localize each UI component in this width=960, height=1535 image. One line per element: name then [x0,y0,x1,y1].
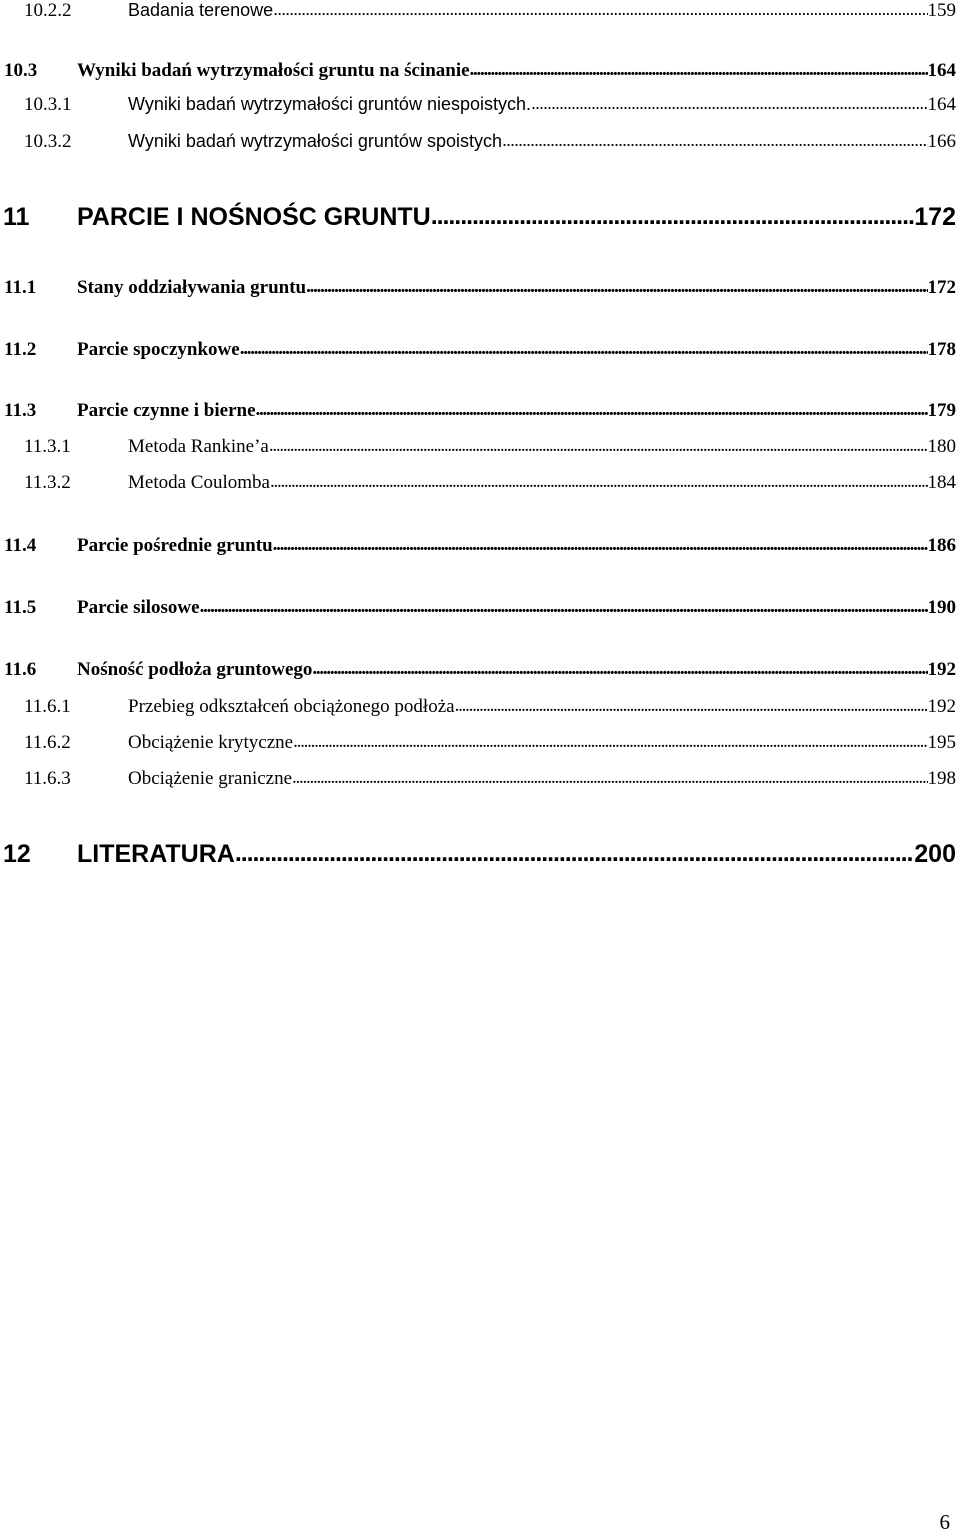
toc-dot-leader [531,93,928,114]
toc-entry-number: 11.2 [0,339,77,361]
toc-entry-title: Obciążenie krytyczne [128,732,293,754]
toc-entry-title: Parcie czynne i bierne [77,400,256,422]
toc-dot-leader [200,596,928,618]
toc-dot-leader [240,338,928,360]
toc-entry-11-6[interactable] [0,659,960,681]
toc-entry-number: 11.3.2 [0,472,128,494]
toc-entry-title: Obciążenie graniczne [128,768,292,790]
toc-entry-10-3-1[interactable] [0,94,960,116]
toc-entry-page: 172 [914,203,960,232]
toc-entry-title: Parcie pośrednie gruntu [77,535,273,557]
toc-entry-page: 190 [928,597,960,619]
page-number: 6 [940,1510,951,1535]
toc-dot-leader [273,534,928,556]
toc-dot-leader [293,731,927,753]
toc-entry-page: 166 [928,131,960,153]
toc-entry-11-3-2[interactable] [0,472,960,494]
toc-entry-11-1[interactable] [0,277,960,299]
toc-dot-leader [470,59,928,81]
toc-entry-page: 184 [928,472,960,494]
toc-entry-number: 11.3.1 [0,436,128,458]
toc-entry-11-5[interactable] [0,597,960,619]
toc-entry-page: 180 [928,436,960,458]
toc-dot-leader [273,0,927,20]
toc-entry-page: 179 [928,400,960,422]
toc-entry-page: 164 [928,94,960,116]
toc-dot-leader [235,839,914,868]
toc-dot-leader [256,399,928,421]
toc-entry-title: Wyniki badań wytrzymałości gruntów niespoistych. [128,94,531,115]
toc-entry-number: 10.3.2 [0,131,128,153]
toc-dot-leader [306,276,927,298]
toc-entry-page: 200 [914,840,960,869]
toc-entry-title: PARCIE I NOŚNOŚC GRUNTU [77,203,431,232]
toc-entry-number: 11.3 [0,400,77,422]
toc-entry-title: Wyniki badań wytrzymałości gruntu na ścinanie [77,60,470,82]
toc-entry-title: Stany oddziaływania gruntu [77,277,306,299]
toc-entry-title: Przebieg odkształceń obciążonego podłoża [128,696,455,718]
toc-entry-title: Wyniki badań wytrzymałości gruntów spoistych [128,131,502,152]
toc-entry-title: Metoda Rankine’a [128,436,269,458]
toc-entry-12[interactable] [0,840,960,869]
toc-entry-page: 186 [928,535,960,557]
toc-entry-page: 178 [928,339,960,361]
toc-entry-number: 11.6.3 [0,768,128,790]
toc-entry-page: 192 [928,659,960,681]
toc-entry-number: 10.3.1 [0,94,128,116]
toc-entry-number: 10.2.2 [0,0,128,22]
toc-entry-title: Metoda Coulomba [128,472,270,494]
toc-entry-number: 11.4 [0,535,77,557]
toc-entry-title: LITERATURA [77,840,235,869]
toc-dot-leader [269,435,928,457]
toc-dot-leader [502,130,928,151]
toc-dot-leader [312,658,927,680]
toc-entry-number: 11.6.1 [0,696,128,718]
toc-entry-11-4[interactable] [0,535,960,557]
toc-entry-page: 164 [928,60,960,82]
toc-entry-title: Nośność podłoża gruntowego [77,659,312,681]
toc-entry-11-6-1[interactable] [0,696,960,718]
toc-entry-11-6-3[interactable] [0,768,960,790]
toc-entry-11[interactable] [0,203,960,232]
toc-entry-11-3-1[interactable] [0,436,960,458]
toc-entry-10-2-2[interactable] [0,0,960,22]
toc-entry-page: 192 [928,696,960,718]
toc-entry-11-6-2[interactable] [0,732,960,754]
toc-entry-10-3[interactable] [0,60,960,82]
toc-entry-page: 159 [928,0,960,22]
toc-entry-11-2[interactable] [0,339,960,361]
toc-dot-leader [292,767,927,789]
toc-entry-page: 172 [928,277,960,299]
toc-dot-leader [431,202,915,231]
toc-dot-leader [455,695,928,717]
toc-dot-leader [270,471,928,493]
toc-entry-10-3-2[interactable] [0,131,960,153]
toc-entry-title: Parcie silosowe [77,597,200,619]
toc-entry-11-3[interactable] [0,400,960,422]
toc-entry-number: 11.6 [0,659,77,681]
toc-entry-number: 11 [0,203,77,232]
toc-entry-number: 11.5 [0,597,77,619]
toc-entry-number: 11.6.2 [0,732,128,754]
toc-entry-title: Parcie spoczynkowe [77,339,240,361]
toc-entry-page: 195 [928,732,960,754]
toc-entry-page: 198 [928,768,960,790]
toc-entry-title: Badania terenowe [128,0,273,21]
toc-entry-number: 11.1 [0,277,77,299]
toc-entry-number: 10.3 [0,60,77,82]
toc-entry-number: 12 [0,840,77,869]
